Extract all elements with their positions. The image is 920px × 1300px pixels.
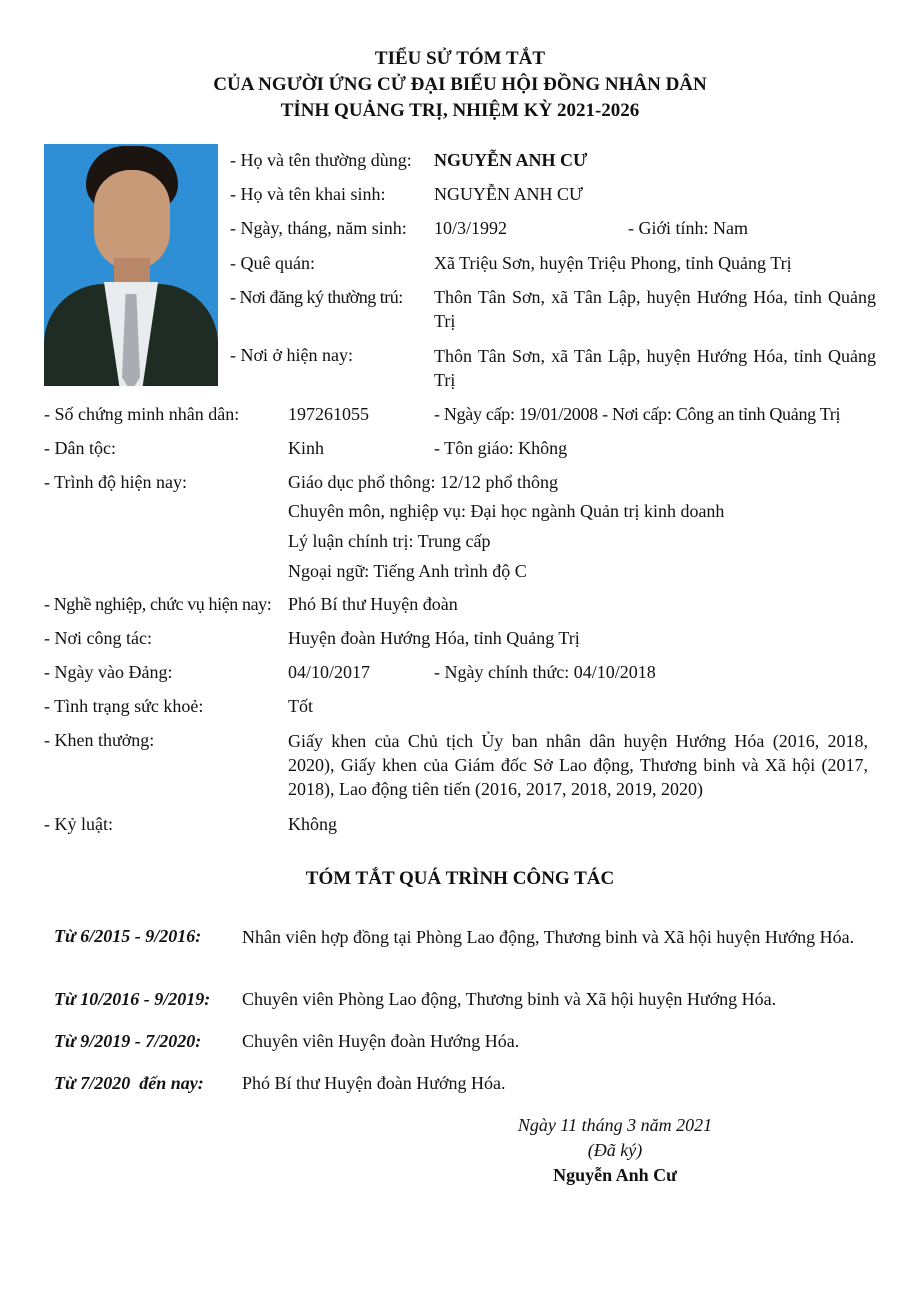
id-card-value: 197261055 [288,404,369,424]
career-period: Từ 9/2019 - 7/2020: [54,1031,202,1051]
ethnicity-value: Kinh [288,438,324,458]
education-line: Lý luận chính trị: Trung cấp [288,531,491,551]
common-name-label: - Họ và tên thường dùng: [230,150,412,170]
discipline-value: Không [288,814,337,834]
career-description: Chuyên viên Huyện đoàn Hướng Hóa. [242,1031,520,1051]
party-join-value: 04/10/2017 [288,662,371,682]
id-card-label: - Số chứng minh nhân dân: [44,404,240,424]
party-official-value: - Ngày chính thức: 04/10/2018 [434,662,656,682]
career-description: Chuyên viên Phòng Lao động, Thương binh và Xã hội huyện Hướng Hóa. [242,989,777,1009]
awards-label: - Khen thưởng: [44,730,155,750]
permanent-address-label: - Nơi đăng ký thường trú: [230,287,403,307]
career-description: Nhân viên hợp đồng tại Phòng Lao động, Thương binh và Xã hội huyện Hướng Hóa. [242,927,855,947]
birth-name-label: - Họ và tên khai sinh: [230,184,386,204]
career-period: Từ 7/2020 đến nay: [54,1073,204,1093]
birth-name-value: NGUYỄN ANH CƯ [434,184,583,204]
health-value: Tốt [288,696,313,716]
current-address-label: - Nơi ở hiện nay: [230,345,354,365]
doc-title-line-3: TỈNH QUẢNG TRỊ, NHIỆM KỲ 2021-2026 [280,100,640,121]
education-line: Ngoại ngữ: Tiếng Anh trình độ C [288,561,527,581]
career-period: Từ 6/2015 - 9/2016: [54,926,202,946]
dob-value: 10/3/1992 [434,218,508,238]
awards-value: Giấy khen của Chủ tịch Ủy ban nhân dân huyện Hướng Hóa (2016, 2018, 2020), Giấy khen của Giám đốc Sở Lao động, Thương binh và Xã hội (2017, 2018), Lao động tiên tiến (2016, 2017, 2018, 2019, 2020) [288,731,868,799]
doc-title-line-2: CỦA NGƯỜI ỨNG CỬ ĐẠI BIỂU HỘI ĐỒNG NHÂN DÂN [213,74,707,95]
signature-signed-note: (Đã ký) [587,1140,643,1160]
dob-label: - Ngày, tháng, năm sinh: [230,218,407,238]
education-line: Chuyên môn, nghiệp vụ: Đại học ngành Quản trị kinh doanh [288,501,725,521]
workplace-label: - Nơi công tác: [44,628,152,648]
ethnicity-label: - Dân tộc: [44,438,116,458]
hometown-label: - Quê quán: [230,253,315,273]
education-label: - Trình độ hiện nay: [44,472,188,492]
occupation-label: - Nghề nghiệp, chức vụ hiện nay: [44,594,272,614]
id-card-issue: - Ngày cấp: 19/01/2008 - Nơi cấp: Công an tỉnh Quảng Trị [434,404,841,424]
education-line: Giáo dục phổ thông: 12/12 phổ thông [288,472,558,492]
current-address-value: Thôn Tân Sơn, xã Tân Lập, huyện Hướng Hóa, tỉnh Quảng Trị [434,346,876,390]
hometown-value: Xã Triệu Sơn, huyện Triệu Phong, tỉnh Quảng Trị [434,253,792,273]
common-name-value: NGUYỄN ANH CƯ [434,150,588,170]
career-section-title: TÓM TẮT QUÁ TRÌNH CÔNG TÁC [305,868,615,889]
permanent-address-value: Thôn Tân Sơn, xã Tân Lập, huyện Hướng Hóa, tỉnh Quảng Trị [434,287,876,331]
signer-name: Nguyễn Anh Cư [553,1165,677,1185]
signature-date: Ngày 11 tháng 3 năm 2021 [517,1115,713,1135]
workplace-value: Huyện đoàn Hướng Hóa, tỉnh Quảng Trị [288,628,580,648]
religion-value: - Tôn giáo: Không [434,438,568,458]
career-period: Từ 10/2016 - 9/2019: [54,989,211,1009]
party-join-label: - Ngày vào Đảng: [44,662,173,682]
gender-value: - Giới tính: Nam [628,218,749,238]
health-label: - Tình trạng sức khoẻ: [44,696,204,716]
doc-title-line-1: TIỂU SỬ TÓM TẮT [374,48,546,69]
discipline-label: - Kỷ luật: [44,814,113,834]
career-description: Phó Bí thư Huyện đoàn Hướng Hóa. [242,1073,506,1093]
occupation-value: Phó Bí thư Huyện đoàn [288,594,458,614]
portrait-photo [44,144,218,386]
